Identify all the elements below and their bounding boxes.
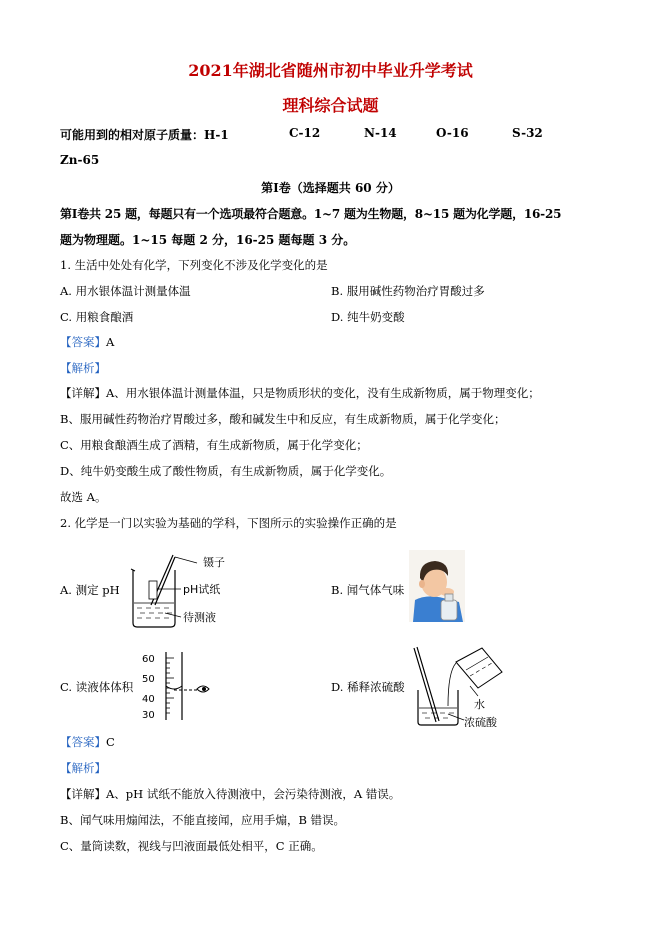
q1-answer: A: [106, 335, 115, 349]
atomic-mass-o: O-16: [436, 126, 469, 140]
ph-paper-label: pH试纸: [183, 583, 221, 596]
q1-option-b: B. 服用碱性药物治疗胃酸过多: [331, 284, 485, 298]
acid-label: 浓硫酸: [464, 716, 497, 727]
q1-conclusion: 故选 A。: [60, 490, 107, 504]
q2-detail-1-text: A、pH 试纸不能放入待测液中，会污染待测液，A 错误。: [106, 787, 401, 801]
q2-detail-2: B、闻气味用煽闻法，不能直接闻，应用手煽，B 错误。: [60, 813, 346, 827]
q2-detail-tag: 【详解】: [60, 787, 106, 801]
q1-detail-tag: 【详解】: [60, 386, 106, 400]
section-title: 第Ⅰ卷（选择题共 60 分）: [261, 181, 400, 195]
q1-answer-tag: 【答案】: [60, 335, 106, 349]
q1-option-a: A. 用水银体温计测量体温: [60, 284, 191, 298]
atomic-mass-zn: Zn-65: [60, 153, 100, 167]
test-liquid-label: 待测液: [183, 611, 216, 624]
q2-answer: C: [106, 735, 115, 749]
atomic-mass-c: C-12: [289, 126, 321, 140]
q1-stem: 1. 生活中处处有化学，下列变化不涉及化学变化的是: [60, 258, 328, 272]
atomic-mass-n: N-14: [364, 126, 397, 140]
q1-detail-3: C、用粮食酿酒生成了酒精，有生成新物质，属于化学变化；: [60, 438, 368, 452]
q2-detail-1: [60, 786, 400, 802]
q2-option-c: C. 读液体体积: [60, 680, 134, 694]
atomic-mass-s: S-32: [512, 126, 543, 140]
q2-option-b: B. 闻气体气味: [331, 583, 405, 597]
tick-40: 40: [142, 694, 155, 705]
q2-option-d: D. 稀释浓硫酸: [331, 680, 405, 694]
smell-gas-figure: [407, 548, 467, 624]
exam-subtitle: 理科综合试题: [282, 96, 379, 115]
q1-detail-1-text: A、用水银体温计测量体温，只是物质形状的变化，没有生成新物质，属于物理变化；: [106, 386, 540, 400]
q1-detail-4: D、纯牛奶变酸生成了酸性物质，有生成新物质，属于化学变化。: [60, 464, 392, 478]
atomic-mass-label: 可能用到的相对原子质量：H-1: [60, 128, 229, 142]
eye-icon: [196, 683, 210, 695]
ph-test-figure: [125, 545, 255, 630]
q1-answer-line: [60, 334, 114, 350]
q1-detail-1: [60, 385, 540, 401]
q1-analysis-tag: 【解析】: [60, 361, 106, 375]
tick-60: 60: [142, 654, 155, 665]
q2-analysis-tag: 【解析】: [60, 761, 106, 775]
q2-detail-3: C、量筒读数，视线与凹液面最低处相平，C 正确。: [60, 839, 323, 853]
q2-answer-tag: 【答案】: [60, 735, 106, 749]
dilute-acid-figure: [408, 642, 514, 727]
q2-stem: 2. 化学是一门以实验为基础的学科，下图所示的实验操作正确的是: [60, 516, 397, 530]
water-label: 水: [474, 698, 485, 711]
q2-answer-line: [60, 734, 115, 750]
q2-option-a: A. 测定 pH: [60, 583, 120, 597]
section-intro-1: 第Ⅰ卷共 25 题，每题只有一个选项最符合题意。1~7 题为生物题，8~15 题为化学题，16-25: [60, 207, 562, 221]
q1-option-d: D. 纯牛奶变酸: [331, 310, 405, 324]
tick-30: 30: [142, 710, 155, 721]
section-intro-2: 题为物理题。1~15 每题 2 分，16-25 题每题 3 分。: [60, 233, 356, 247]
exam-title: 2021年湖北省随州市初中毕业升学考试: [188, 61, 473, 80]
q1-detail-2: B、服用碱性药物治疗胃酸过多，酸和碱发生中和反应，有生成新物质，属于化学变化；: [60, 412, 506, 426]
q1-option-c: C. 用粮食酿酒: [60, 310, 134, 324]
tick-50: 50: [142, 674, 155, 685]
tweezers-label: 镊子: [203, 556, 225, 569]
